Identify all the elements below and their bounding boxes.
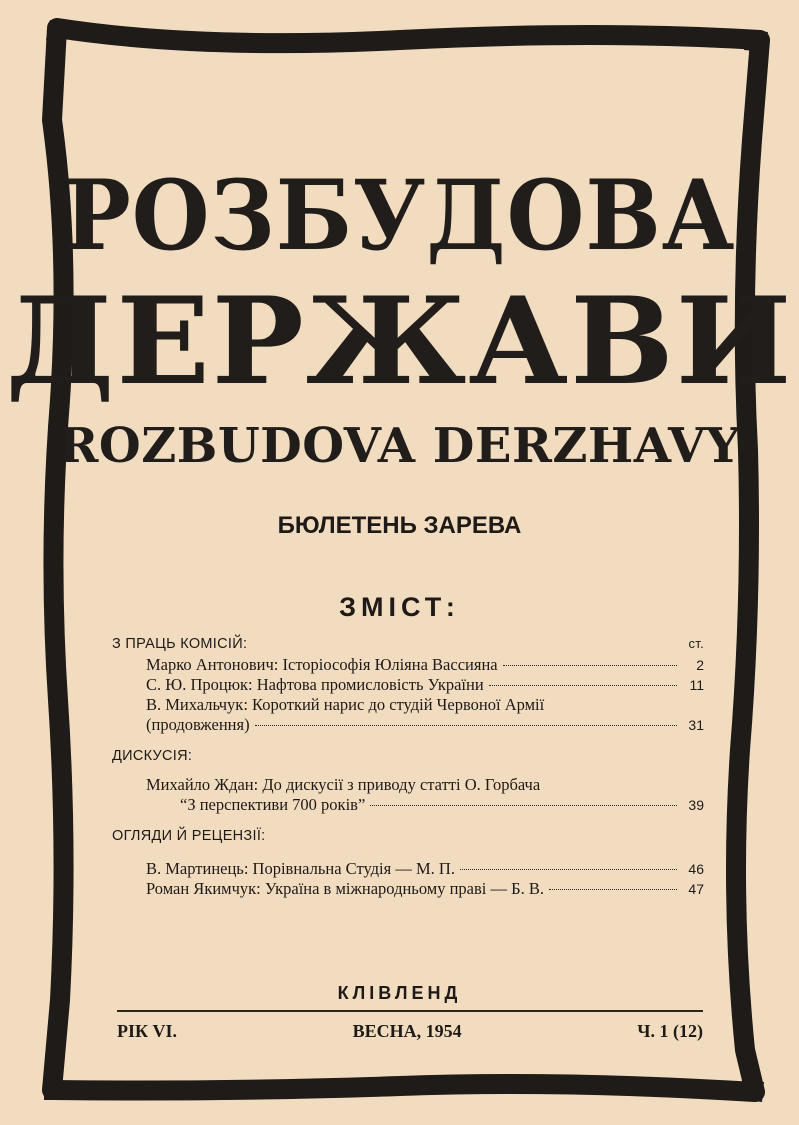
toc-entry — [146, 655, 704, 675]
toc-entry-text: В. Мартинець: Порівнальна Студія — М. П. — [146, 859, 455, 878]
toc-entry-text: Марко Антонович: Історіософія Юліяна Вассияна — [146, 655, 498, 674]
publication-year: РІК VI. — [117, 1021, 178, 1041]
toc-entry-page: 2 — [696, 657, 704, 673]
toc-section-title: З ПРАЦЬ КОМІСІЙ: — [112, 636, 248, 652]
toc-entry — [146, 859, 704, 879]
contents-heading: ЗМІСТ: — [339, 592, 460, 622]
leader-dots — [370, 805, 677, 806]
toc-section — [112, 633, 704, 735]
toc-entry — [146, 775, 704, 815]
footer-imprint — [117, 1022, 703, 1040]
toc-entry — [146, 695, 704, 735]
toc-entry-text: “З перспективи 700 років” — [180, 795, 366, 814]
footer-divider — [117, 1010, 703, 1012]
masthead-title-latin: ROZBUDOVA DERZHAVY — [58, 418, 741, 474]
toc-entry-text: Михайло Ждан: До дискусії з приводу статті О. Горбача — [146, 775, 541, 794]
leader-dots — [489, 685, 677, 686]
leader-dots — [255, 725, 677, 726]
page-column-label: ст. — [688, 636, 704, 651]
masthead-subtitle: БЮЛЕТЕНЬ ЗАРЕВА — [277, 512, 522, 539]
toc-entry-page: 46 — [688, 861, 704, 877]
leader-dots — [549, 889, 677, 890]
publication-city: КЛІВЛЕНД — [337, 983, 462, 1003]
toc-entry-page: 31 — [688, 717, 704, 733]
toc-section — [112, 745, 704, 815]
toc-entry-page: 39 — [688, 797, 704, 813]
toc-entry — [146, 879, 704, 899]
toc-entry — [146, 675, 704, 695]
toc-entry-text: (продовження) — [146, 715, 250, 734]
toc-section-title: ДИСКУСІЯ: — [112, 748, 193, 764]
toc-section-title: ОГЛЯДИ Й РЕЦЕНЗІЇ: — [112, 828, 266, 844]
leader-dots — [460, 869, 677, 870]
toc-entry-text: В. Михальчук: Короткий нарис до студій Червоної Армії — [146, 695, 545, 714]
table-of-contents — [112, 633, 704, 899]
toc-entry-text: С. Ю. Процюк: Нафтова промисловість України — [146, 675, 484, 694]
toc-entry-text: Роман Якимчук: Україна в міжнародньому праві — Б. В. — [146, 879, 544, 898]
toc-entry-page: 11 — [689, 677, 704, 693]
leader-dots — [503, 665, 677, 666]
issue-number: Ч. 1 (12) — [637, 1021, 703, 1041]
masthead-title-line1: РОЗБУДОВА — [63, 159, 736, 272]
masthead-title-line2: ДЕРЖАВИ — [5, 271, 794, 412]
toc-section — [112, 825, 704, 899]
publication-season: ВЕСНА, 1954 — [352, 1021, 462, 1041]
toc-entry-page: 47 — [688, 881, 704, 897]
